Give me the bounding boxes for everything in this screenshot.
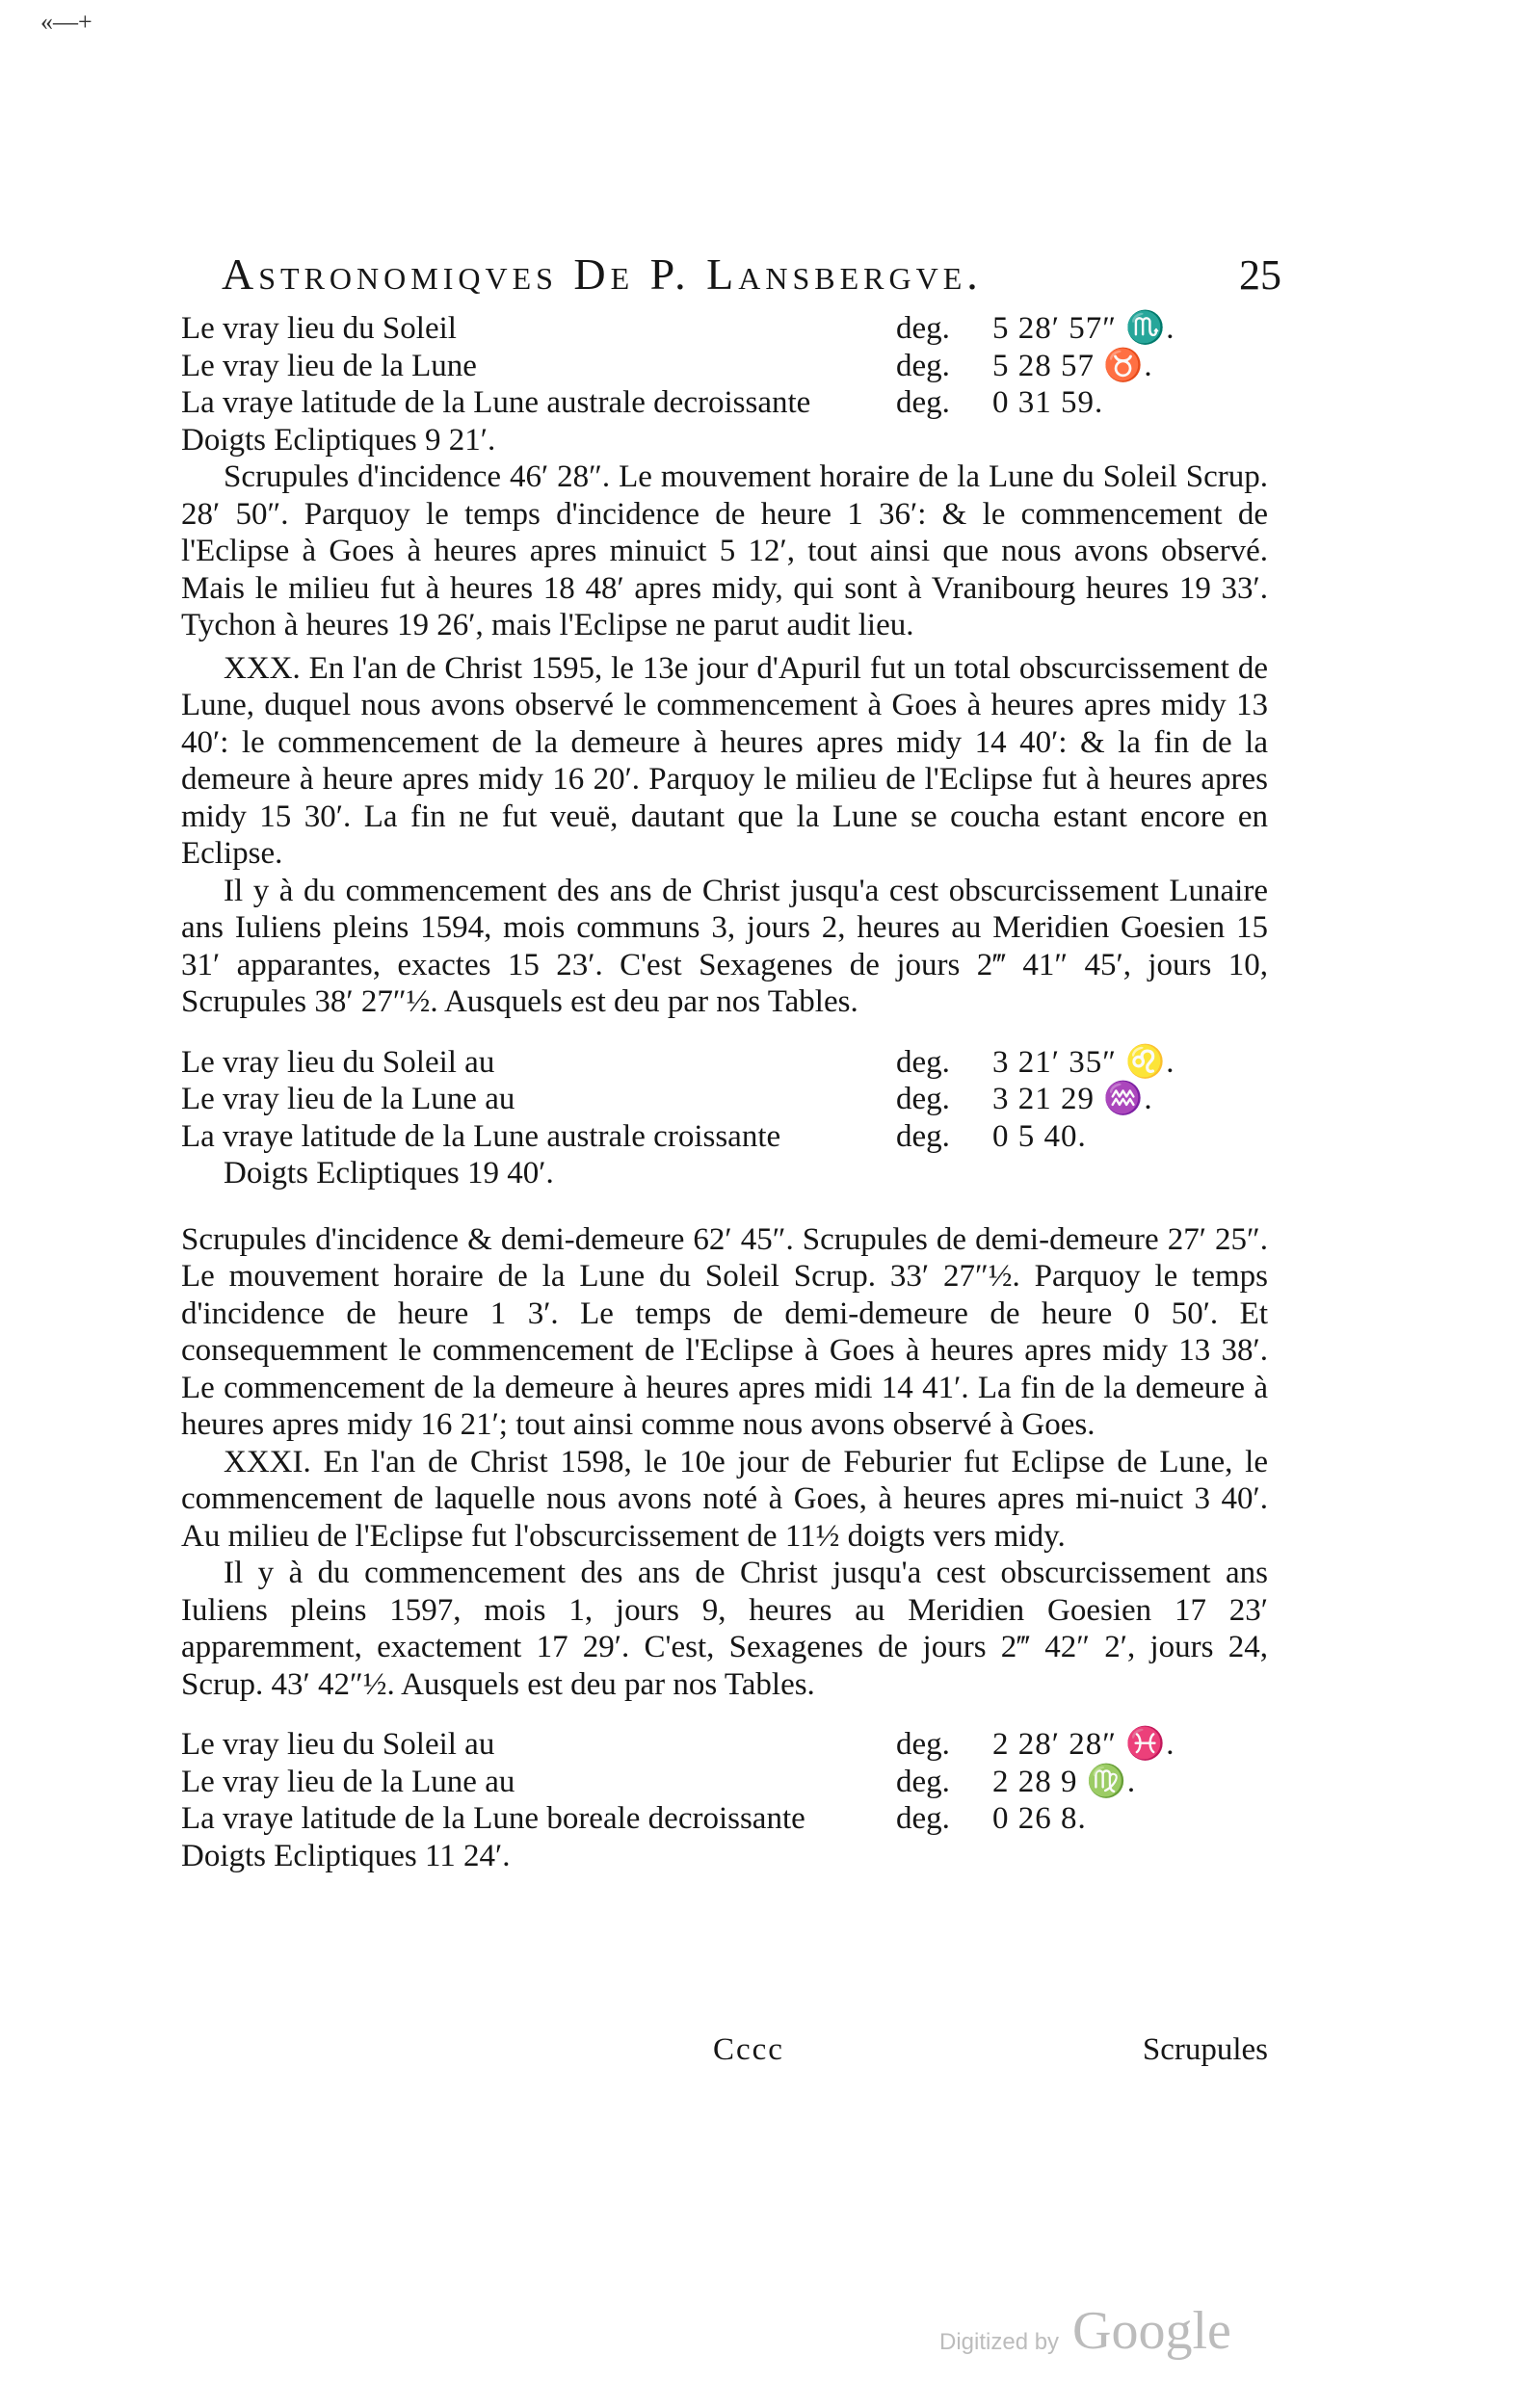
table-row-unit: deg. [896, 1727, 950, 1762]
table-row-label: Le vray lieu du Soleil au [181, 1044, 495, 1080]
doigts-line-1: Doigts Ecliptiques 9 21′. [181, 422, 496, 458]
table-row-value: 0 26 8. [992, 1801, 1087, 1836]
table-row-label: Le vray lieu du Soleil [181, 311, 457, 346]
table-row-unit: deg. [896, 1118, 950, 1154]
table-row-unit: deg. [896, 1082, 950, 1116]
table-row-unit: deg. [896, 311, 950, 346]
paragraph-computation-xxx: Il y à du commencement des ans de Christ jusqu'a cest obscurcissement Lunaire ans Iuliens pleins 1594, mois communs 3, jours 2, heures au Meridien Goesien 15 31′ apparantes, exactes 15 23′. C'est Sexagenes de jours 2‴ 41″ 45′, jours 10, Scrupules 38′ 27″½. Ausquels est deu par nos Tables. [181, 873, 1268, 1019]
page-header [183, 249, 1281, 308]
table-row-label: La vraye latitude de la Lune australe croissante [181, 1118, 781, 1154]
paragraph-scrupules-1: Scrupules d'incidence 46′ 28″. Le mouvement horaire de la Lune du Soleil Scrup. 28′ 50″. Parquoy le temps d'incidence de heure 1 36′: & le commencement de l'Eclipse à Goes à heures apres minuict 5 12′, tout ainsi que nous avons observé. Mais le milieu fut à heures 18 48′ apres midy, qui sont à Vranibourg heures 19 33′. Tychon à heures 19 26′, mais l'Eclipse ne parut audit lieu. [181, 459, 1268, 642]
table-row-value: 5 28′ 57″ ♏. [992, 311, 1175, 346]
table-row-value: 0 31 59. [992, 385, 1104, 420]
paragraph-computation-xxxi: Il y à du commencement des ans de Christ jusqu'a cest obscurcissement ans Iuliens pleins 1597, mois 1, jours 9, heures au Meridien Goesien 17 23′ apparemment, exactement 17 29′. C'est, Sexagenes de jours 2‴ 42″ 2′, jours 24, Scrup. 43′ 42″½. Ausquels est deu par nos Tables. [181, 1556, 1268, 1702]
table-row-label: Le vray lieu du Soleil au [181, 1727, 495, 1762]
paragraph-eclipse-xxx: XXX. En l'an de Christ 1595, le 13e jour d'Apuril fut un total obscurcissement de Lune, duquel nous avons observé le commencement à Goes à heures apres midy 13 40′: le commencement de la demeure à heures apres midy 14 40′: & la fin de la demeure à heure apres midy 16 20′. Parquoy le milieu de l'Eclipse fut à heures apres midy 15 30′. La fin ne fut veuë, dautant que la Lune se coucha estant encore en Eclipse. [181, 650, 1268, 871]
table-row-unit: deg. [896, 1764, 950, 1799]
table-row-label: Le vray lieu de la Lune [181, 348, 477, 383]
running-title: Astronomiqves De P. Lansbergve. [222, 249, 983, 299]
table-row-label: La vraye latitude de la Lune boreale decroissante [181, 1801, 805, 1836]
table-row-value: 5 28 57 ♉. [992, 348, 1153, 383]
position-table-3 [181, 1726, 1268, 1838]
table-row-unit: deg. [896, 348, 950, 383]
table-row-unit: deg. [896, 1801, 950, 1836]
page-footer [181, 2032, 1268, 2077]
doigts-line-2: Doigts Ecliptiques 19 40′. [224, 1156, 554, 1191]
table-row-value: 3 21′ 35″ ♌. [992, 1044, 1175, 1080]
top-ornament-mark: «—+ [40, 8, 92, 36]
table-row-value: 0 5 40. [992, 1118, 1087, 1154]
paragraph-eclipse-xxxi: XXXI. En l'an de Christ 1598, le 10e jour de Feburier fut Eclipse de Lune, le commencement de laquelle nous avons noté à Goes, à heures apres mi-nuict 3 40′. Au milieu de l'Eclipse fut l'obscurcissement de 11½ doigts vers midy. [181, 1444, 1268, 1554]
page-body [181, 310, 1268, 1874]
position-table-1 [181, 310, 1268, 422]
table-row-value: 3 21 29 ♒. [992, 1082, 1153, 1116]
catchword: Scrupules [1142, 2032, 1268, 2067]
doigts-line-3: Doigts Ecliptiques 11 24′. [181, 1838, 511, 1873]
signature-mark: Cccc [713, 2032, 784, 2067]
page-number: 25 [1239, 251, 1281, 299]
table-row-label: La vraye latitude de la Lune australe decroissante [181, 385, 811, 420]
table-row-unit: deg. [896, 1044, 950, 1080]
table-row-value: 2 28 9 ♍. [992, 1764, 1137, 1799]
position-table-2 [181, 1044, 1268, 1156]
table-row-value: 2 28′ 28″ ♓. [992, 1727, 1175, 1762]
paragraph-scrupules-2: Scrupules d'incidence & demi-demeure 62′ 45″. Scrupules de demi-demeure 27′ 25″. Le mouvement horaire de la Lune du Soleil Scrup. 33′ 27″½. Parquoy le temps d'incidence de heure 1 3′. Le temps de demi-demeure de heure 0 50′. Et consequemment le commencement de l'Eclipse à Goes à heures apres midy 13 38′. Le commencement de la demeure à heures apres midi 14 41′. La fin de la demeure à heures apres midy 16 21′; tout ainsi comme nous avons observé à Goes. [181, 1221, 1268, 1442]
digitized-by-text: Digitized by [939, 2329, 1060, 2355]
table-row-label: Le vray lieu de la Lune au [181, 1082, 515, 1116]
table-row-label: Le vray lieu de la Lune au [181, 1764, 515, 1799]
google-logo: Google [1072, 2301, 1231, 2361]
table-row-unit: deg. [896, 385, 950, 420]
